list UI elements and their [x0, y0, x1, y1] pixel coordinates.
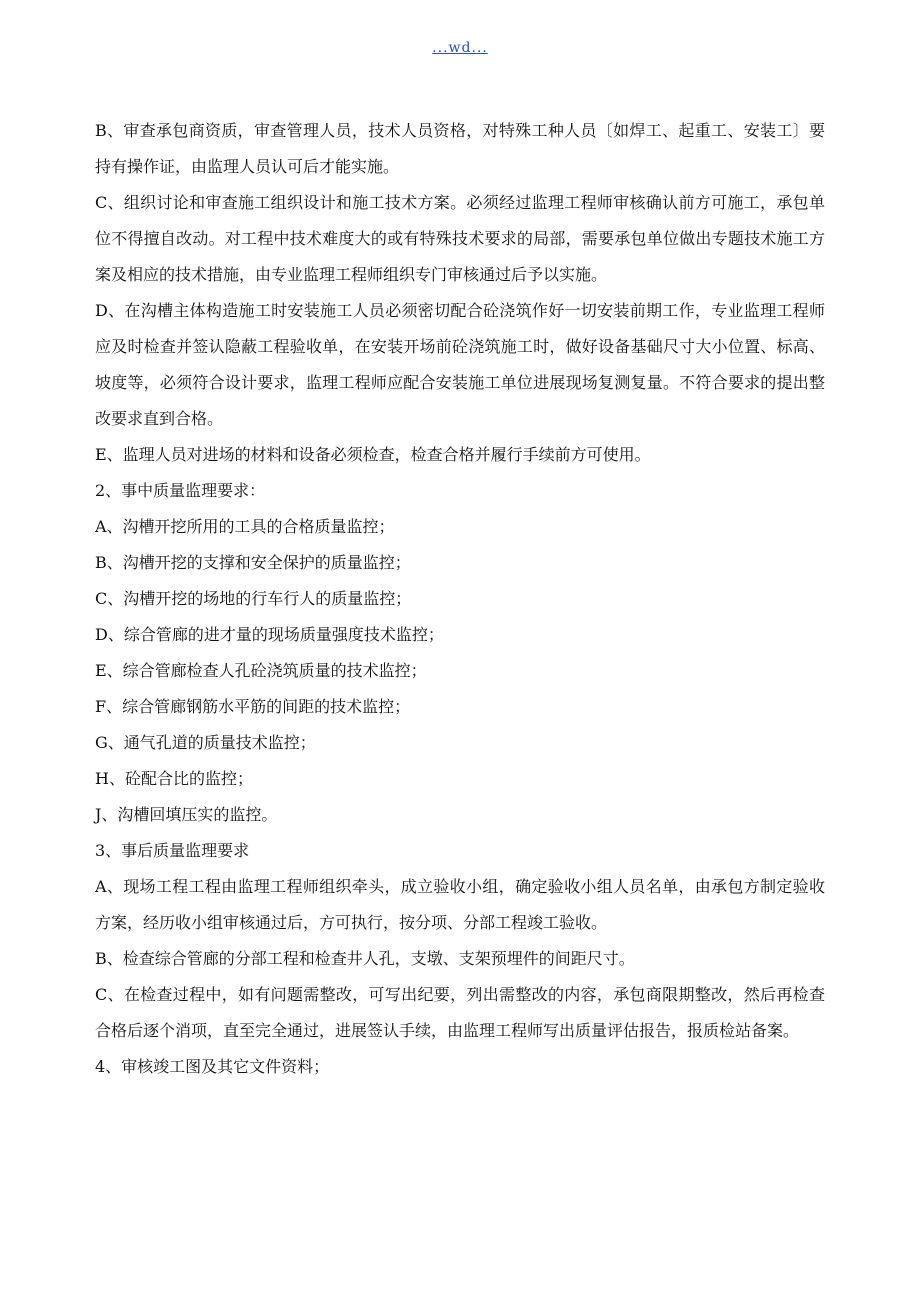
page-header: ...wd...	[432, 40, 488, 56]
section-heading-documents: 4、审核竣工图及其它文件资料；	[95, 1057, 330, 1076]
list-item: E、综合管廊检查人孔砼浇筑质量的技术监控；	[95, 661, 427, 680]
list-item: B、沟槽开挖的支撑和安全保护的质量监控；	[95, 553, 411, 572]
list-item: D、综合管廊的进才量的现场质量强度技术监控；	[95, 625, 444, 644]
list-item: A、沟槽开挖所用的工具的合格质量监控；	[95, 517, 395, 536]
document-body	[95, 113, 825, 1085]
list-item: H、砼配合比的监控；	[95, 769, 253, 788]
paragraph-a-acceptance: A、现场工程工程由监理工程师组织牵头，成立验收小组，确定验收小组人员名单，由承包方制定验收方案，经历收小组审核通过后，方可执行，按分项、分部工程竣工验收。	[95, 877, 825, 932]
paragraph-d-installation: D、在沟槽主体构造施工时安装施工人员必须密切配合砼浇筑作好一切安装前期工作，专业监理工程师应及时检查并签认隐蔽工程验收单，在安装开场前砼浇筑施工时，做好设备基础尺寸大小位置、标高、坡度等，必须符合设计要求，监理工程师应配合安装施工单位进展现场复测复量。不符合要求的提出整改要求直到合格。	[95, 301, 825, 428]
paragraph-c-construction-plan: C、组织讨论和审查施工组织设计和施工技术方案。必须经过监理工程师审核确认前方可施工，承包单位不得擅自改动。对工程中技术难度大的或有特殊技术要求的局部，需要承包单位做出专题技术施工方案及相应的技术措施，由专业监理工程师组织专门审核通过后予以实施。	[95, 193, 825, 284]
section-heading-in-process: 2、事中质量监理要求：	[95, 481, 266, 500]
paragraph-b-qualification: B、审查承包商资质，审查管理人员，技术人员资格，对特殊工种人员〔如焊工、起重工、安装工〕要持有操作证，由监理人员认可后才能实施。	[95, 121, 825, 176]
list-item: J、沟槽回填压实的监控。	[95, 805, 278, 824]
section-heading-post-process: 3、事后质量监理要求	[95, 841, 250, 860]
paragraph-b-inspection: B、检查综合管廊的分部工程和检查井人孔，支墩、支架预埋件的间距尺寸。	[95, 949, 635, 968]
paragraph-c-rectification: C、在检查过程中，如有问题需整改，可写出纪要，列出需整改的内容，承包商限期整改，然后再检查合格后逐个消项，直至完全通过，进展签认手续，由监理工程师写出质量评估报告，报质检站备案。	[95, 985, 825, 1040]
list-item: C、沟槽开挖的场地的行车行人的质量监控；	[95, 589, 412, 608]
list-item: G、通气孔道的质量技术监控；	[95, 733, 316, 752]
list-item: F、综合管廊钢筋水平筋的间距的技术监控；	[95, 697, 411, 716]
paragraph-e-materials: E、监理人员对进场的材料和设备必须检查，检查合格并履行手续前方可使用。	[95, 445, 651, 464]
